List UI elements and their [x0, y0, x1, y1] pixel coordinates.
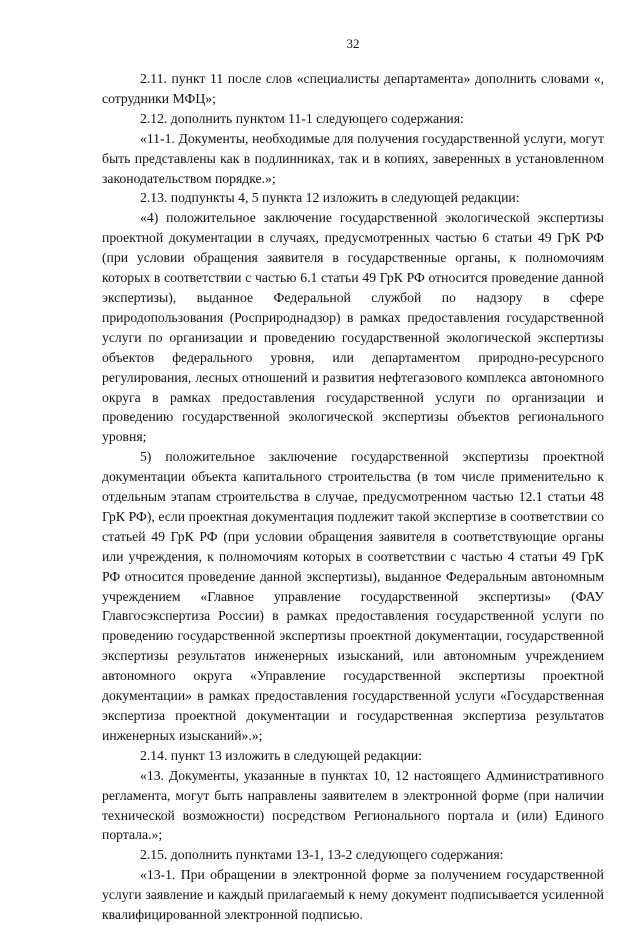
- paragraph-13: «13. Документы, указанные в пунктах 10, 12 настоящего Административного регламента, могут быть направлены заявителем в электронной форме (при наличии технической возможности) посредством Регионального портала и (или) Единого портала.»;: [102, 767, 604, 843]
- paragraph-2-15: 2.15. дополнить пунктами 13-1, 13-2 следующего содержания:: [140, 847, 504, 863]
- page-number: 32: [346, 36, 360, 51]
- paragraph-2-14: 2.14. пункт 13 изложить в следующей редакции:: [140, 747, 423, 763]
- paragraph-11-1: «11-1. Документы, необходимые для получения государственной услуги, могут быть представлены как в подлинниках, так и в копиях, заверенных в установленном законодательством порядке.»;: [102, 130, 604, 186]
- paragraph-13-1: «13-1. При обращении в электронной форме за получением государственной услуги заявление и каждый прилагаемый к нему документ подписывается усиленной квалифицированной электронной подписью.: [102, 867, 604, 923]
- paragraph-subitem-5: 5) положительное заключение государственной экспертизы проектной документации объекта капитального строительства (в том числе применительно к отдельным этапам строительства в случае, предусмотренном частью 12.1 статьи 48 ГрК РФ), если проектная документация подлежит такой экспертизе в соответствии со статьей 49 ГрК РФ (при условии обращения заявителя в соответствующие органы или учреждения, к полномочиям которых в соответствии с частью 4 статьи 49 ГрК РФ относится проведение данной экспертизы), выданное Федеральным автономным учреждением «Главное управление государственной экспертизы» (ФАУ Главгосэкспертиза России) в рамках предоставления государственной услуги по проведению государственной экспертизы проектной документации, государственной экспертизы результатов инженерных изысканий, или автономным учреждением автономного округа «Управление государственной экспертизы проектной документации» в рамках предоставления государственной услуги «Государственная экспертиза проектной документации и государственная экспертиза результатов инженерных изысканий».»;: [102, 449, 604, 743]
- paragraph-2-11: 2.11. пункт 11 после слов «специалисты департамента» дополнить словами «, сотрудники МФЦ»;: [102, 71, 604, 106]
- paragraph-2-13: 2.13. подпункты 4, 5 пункта 12 изложить в следующей редакции:: [140, 190, 520, 206]
- paragraph-2-12: 2.12. дополнить пунктом 11-1 следующего содержания:: [140, 110, 464, 126]
- paragraph-subitem-4: «4) положительное заключение государственной экологической экспертизы проектной документации в случаях, предусмотренных частью 6 статьи 49 ГрК РФ (при условии обращения заявителя в государственные органы, к полномочиям которых в соответствии с частью 6.1 статьи 49 ГрК РФ относится проведение данной экспертизы), выданное Федеральной службой по надзору в сфере природопользования (Росприроднадзор) в рамках предоставления государственной услуги по организации и проведению государственной экологической экспертизы объектов федерального уровня, или департаментом природно-ресурсного регулирования, лесных отношений и развития нефтегазового комплекса автономного округа в рамках предоставления государственной услуги по организации и проведению государственной экологической экспертизы объектов регионального уровня;: [102, 210, 604, 445]
